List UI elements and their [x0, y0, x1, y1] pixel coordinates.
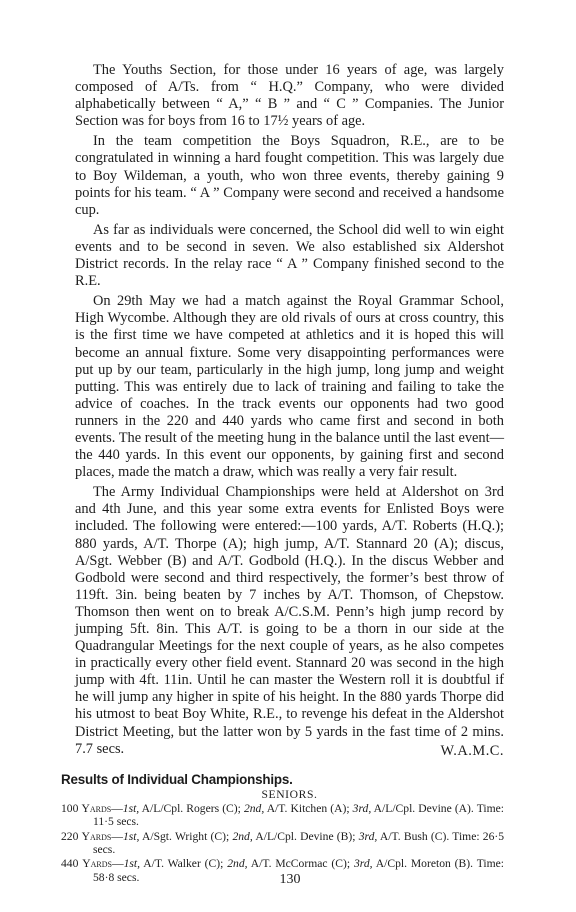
result-time: Time: 58·8 secs.: [93, 857, 504, 884]
result-first: A/T. Walker (C);: [143, 857, 224, 871]
result-second: A/L/Cpl. Devine (B);: [255, 829, 356, 843]
result-row-220-yards: 220 Yards—1st, A/Sgt. Wright (C); 2nd, A/L/Cpl. Devine (B); 3rd, A/T. Bush (C). Time: 26·5 secs.: [61, 829, 505, 856]
result-event: Yards: [81, 829, 112, 843]
result-third-label: 3rd,: [352, 801, 372, 815]
result-third: A/L/Cpl. Devine (A).: [373, 801, 474, 815]
paragraph-individuals: As far as individuals were concerned, the School did well to win eight events and to be second in seven. We also established six Aldershot District records. In the relay race “ A ” Company finished second to the R.E.: [75, 221, 504, 290]
result-first-label: 1st,: [123, 857, 141, 871]
result-row-440-yards: 440 Yards—1st, A/T. Walker (C); 2nd, A/T. McCormac (C); 3rd, A/Cpl. Moreton (B). Time: 58·8 secs.: [61, 857, 504, 884]
result-time: Time: 11·5 secs.: [93, 801, 504, 829]
paragraph-wycombe-match: On 29th May we had a match against the Royal Grammar School, High Wycombe. Although they are old rivals of ours at cross country, this is the first time we have competed at athletics and it is hoped this will become an annual fixture. Some very disappointing performances were put up by our team, particularly in the high jump, long jump and weight putting. This was entirely due to lack of training and failing to take the advice of coaches. In the track events our opponents had two good runners in the 220 and 440 yards who came first and second in both events. The result of the meeting hung in the balance until the last event—the 440 yards. In this event our opponents, by gaining first and second places, made the match a draw, which was really a very fair result.: [75, 293, 504, 481]
author-signature: W.A.M.C.: [440, 742, 504, 759]
result-first-label: 1st,: [122, 829, 140, 843]
result-second: A/T. McCormac (C);: [250, 857, 351, 871]
result-second-label: 2nd,: [232, 829, 253, 843]
page-number: 130: [279, 872, 301, 887]
result-second-label: 2nd,: [243, 801, 265, 815]
result-third-label: 3rd,: [358, 829, 378, 843]
results-section-heading: SENIORS.: [261, 787, 318, 801]
paragraph-team-competition: In the team competition the Boys Squadron, R.E., are to be congratulated in winning a hard fought competition. This was largely due to Boy Wildeman, a youth, who won three events, thereby gaining 9 points for his team. “ A ” Company were second and received a handsome cup.: [75, 133, 504, 218]
result-third: A/T. Bush (C).: [379, 829, 450, 843]
result-distance: 100: [61, 801, 79, 815]
paragraph-army-championships: The Army Individual Championships were held at Aldershot on 3rd and 4th June, and this year some extra events for Enlisted Boys were included. The following were entered:—100 yards, A/T. Roberts (H.Q.); 880 yards, A/T. Thorpe (A); high jump, A/T. Stannard 20 (A); discus, A/Sgt. Webber (B) and A/T. Godbold (H.Q.). In the discus Webber and Godbold were second and third respectively, the former’s best throw of 119ft. 3in. being beaten by 7 inches by A/T. Thomson, of Chepstow. Thomson then went on to break A/C.S.M. Penn’s high jump record by jumping 5ft. 8in. This A/T. is going to be a thorn in our side at the Quadrangular Meetings for the next couple of years, as he also competes in practically every other field event. Stannard 20 was second in the high jump with 4ft. 11in. Until he can master the Western roll it is doubtful if he will jump any higher in spite of his height. In the 880 yards Thorpe did his utmost to beat Boy White, R.E., to revenge his defeat in the Aldershot District Meeting, but the latter won by 5 yards in the fast time of 2 mins. 7.7 secs.: [75, 484, 504, 757]
result-third-label: 3rd,: [353, 857, 373, 871]
result-event: Yards: [82, 857, 112, 871]
result-row-100-yards: 100 Yards—1st, A/L/Cpl. Rogers (C); 2nd, A/T. Kitchen (A); 3rd, A/L/Cpl. Devine (A). Time: 11·5 secs.: [61, 801, 504, 829]
result-event: Yards: [81, 801, 112, 815]
result-first: A/L/Cpl. Rogers (C);: [141, 801, 241, 815]
result-time: Time: 26·5 secs.: [93, 829, 505, 856]
result-second-label: 2nd,: [227, 857, 248, 871]
paragraph-youths-section: The Youths Section, for those under 16 years of age, was largely composed of A/Ts. from “ H.Q.” Company, who were divided alphabetically between “ A,” “ B ” and “ C ” Companies. The Junior Section was for boys from 16 to 17½ years of age.: [75, 62, 504, 130]
result-second: A/T. Kitchen (A);: [266, 801, 350, 815]
results-heading: Results of Individual Championships.: [61, 771, 293, 787]
result-first-label: 1st,: [122, 801, 140, 815]
result-distance: 220: [61, 829, 79, 843]
result-distance: 440: [61, 857, 79, 871]
result-first: A/Sgt. Wright (C);: [141, 829, 230, 843]
paragraph-army-championships-block: [75, 484, 504, 758]
result-third: A/Cpl. Moreton (B).: [375, 857, 474, 871]
